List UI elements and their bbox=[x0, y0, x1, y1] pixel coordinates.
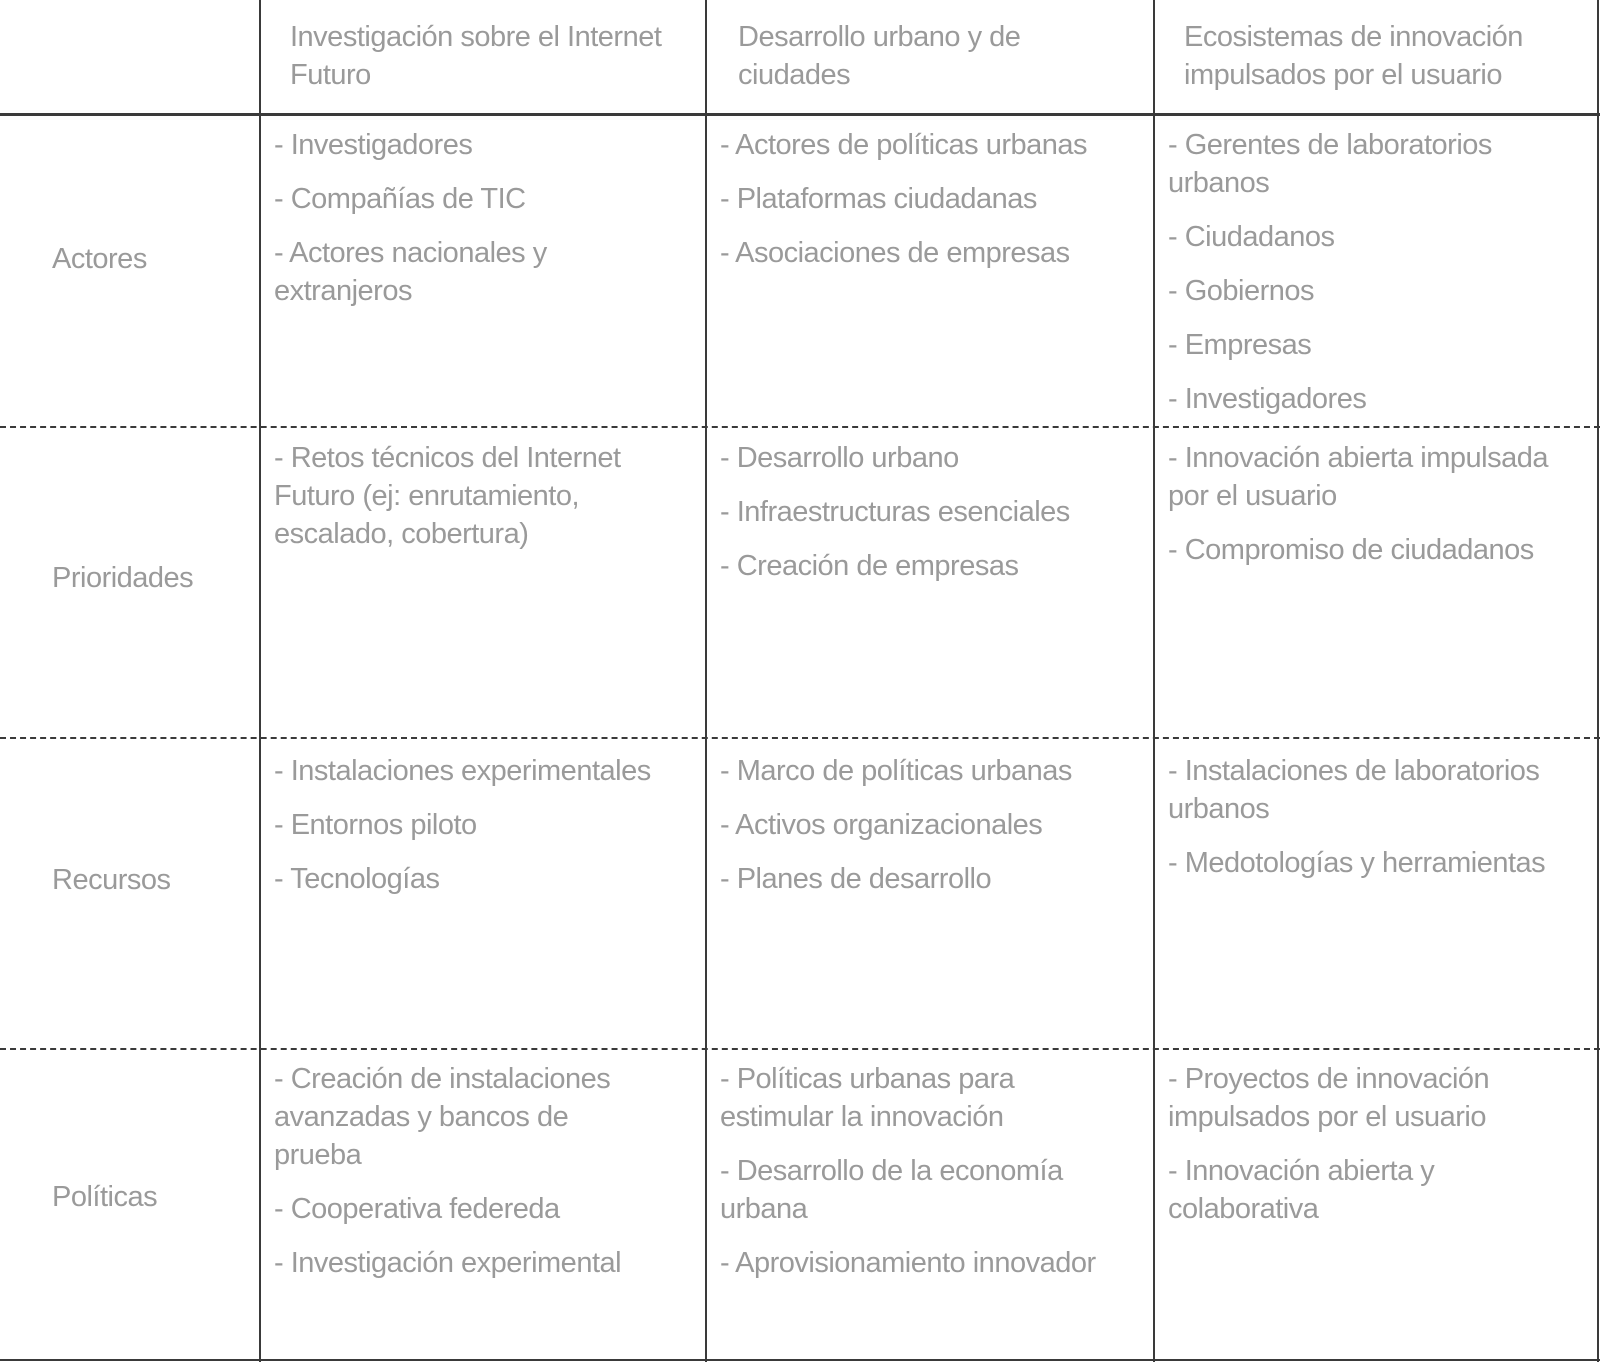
cell-prioridades-urbano bbox=[720, 439, 1140, 601]
list-item: - Investigadores bbox=[274, 129, 473, 161]
row-divider bbox=[0, 1048, 1600, 1050]
cell-actores-ecosistemas bbox=[1168, 126, 1588, 434]
row-label-prioridades: Prioridades bbox=[52, 562, 194, 594]
cell-politicas-internet bbox=[274, 1060, 694, 1298]
cell-politicas-ecosistemas bbox=[1168, 1060, 1588, 1244]
list-item: - Infraestructuras esenciales bbox=[720, 496, 1070, 528]
list-item: - Actores de políticas urbanas bbox=[720, 129, 1088, 161]
list-item: - Compañías de TIC bbox=[274, 183, 526, 215]
list-item: - Actores nacionales y extranjeros bbox=[274, 237, 547, 307]
list-item: - Desarrollo urbano bbox=[720, 442, 959, 474]
list-item: - Políticas urbanas para estimular la innovación bbox=[720, 1063, 1015, 1133]
list-item: - Marco de políticas urbanas bbox=[720, 755, 1072, 787]
list-item: - Innovación abierta y colaborativa bbox=[1168, 1155, 1435, 1225]
column-divider bbox=[705, 0, 707, 1362]
list-item: - Investigadores bbox=[1168, 383, 1367, 415]
column-divider bbox=[259, 0, 261, 1362]
list-item: - Gerentes de laboratorios urbanos bbox=[1168, 129, 1492, 199]
row-label-politicas: Políticas bbox=[52, 1181, 158, 1213]
list-item: - Tecnologías bbox=[274, 863, 440, 895]
list-item: - Planes de desarrollo bbox=[720, 863, 992, 895]
column-header-internet-futuro: Investigación sobre el Internet Futuro bbox=[290, 21, 662, 91]
cell-politicas-urbano bbox=[720, 1060, 1140, 1298]
column-header-ecosistemas-innovacion: Ecosistemas de innovación impulsados por el usuario bbox=[1184, 21, 1523, 91]
cell-recursos-ecosistemas bbox=[1168, 752, 1588, 898]
list-item: - Ciudadanos bbox=[1168, 221, 1335, 253]
list-item: - Gobiernos bbox=[1168, 275, 1315, 307]
column-divider bbox=[1597, 0, 1599, 1362]
column-header-desarrollo-urbano: Desarrollo urbano y de ciudades bbox=[738, 21, 1021, 91]
cell-actores-internet bbox=[274, 126, 694, 326]
list-item: - Innovación abierta impulsada por el usuario bbox=[1168, 442, 1548, 512]
list-item: - Desarrollo de la economía urbana bbox=[720, 1155, 1063, 1225]
list-item: - Investigación experimental bbox=[274, 1247, 622, 1279]
list-item: - Compromiso de ciudadanos bbox=[1168, 534, 1534, 566]
list-item: - Instalaciones experimentales bbox=[274, 755, 651, 787]
list-item: - Creación de instalaciones avanzadas y bancos de prueba bbox=[274, 1063, 611, 1171]
row-label-actores: Actores bbox=[52, 243, 147, 275]
list-item: - Retos técnicos del Internet Futuro (ej: enrutamiento, escalado, cobertura) bbox=[274, 442, 621, 550]
header-divider bbox=[0, 113, 1600, 116]
cell-recursos-urbano bbox=[720, 752, 1140, 914]
list-item: - Empresas bbox=[1168, 329, 1312, 361]
cell-actores-urbano bbox=[720, 126, 1140, 288]
table-bottom-border bbox=[0, 1359, 1600, 1361]
list-item: - Aprovisionamiento innovador bbox=[720, 1247, 1096, 1279]
cell-recursos-internet bbox=[274, 752, 694, 914]
list-item: - Creación de empresas bbox=[720, 550, 1019, 582]
list-item: - Plataformas ciudadanas bbox=[720, 183, 1037, 215]
column-divider bbox=[1153, 0, 1155, 1362]
list-item: - Asociaciones de empresas bbox=[720, 237, 1070, 269]
list-item: - Entornos piloto bbox=[274, 809, 477, 841]
list-item: - Activos organizacionales bbox=[720, 809, 1043, 841]
row-label-recursos: Recursos bbox=[52, 864, 171, 896]
cell-prioridades-ecosistemas bbox=[1168, 439, 1588, 585]
list-item: - Medotologías y herramientas bbox=[1168, 847, 1546, 879]
list-item: - Cooperativa federeda bbox=[274, 1193, 560, 1225]
row-divider bbox=[0, 737, 1600, 739]
cell-prioridades-internet bbox=[274, 439, 694, 569]
list-item: - Instalaciones de laboratorios urbanos bbox=[1168, 755, 1540, 825]
list-item: - Proyectos de innovación impulsados por el usuario bbox=[1168, 1063, 1490, 1133]
